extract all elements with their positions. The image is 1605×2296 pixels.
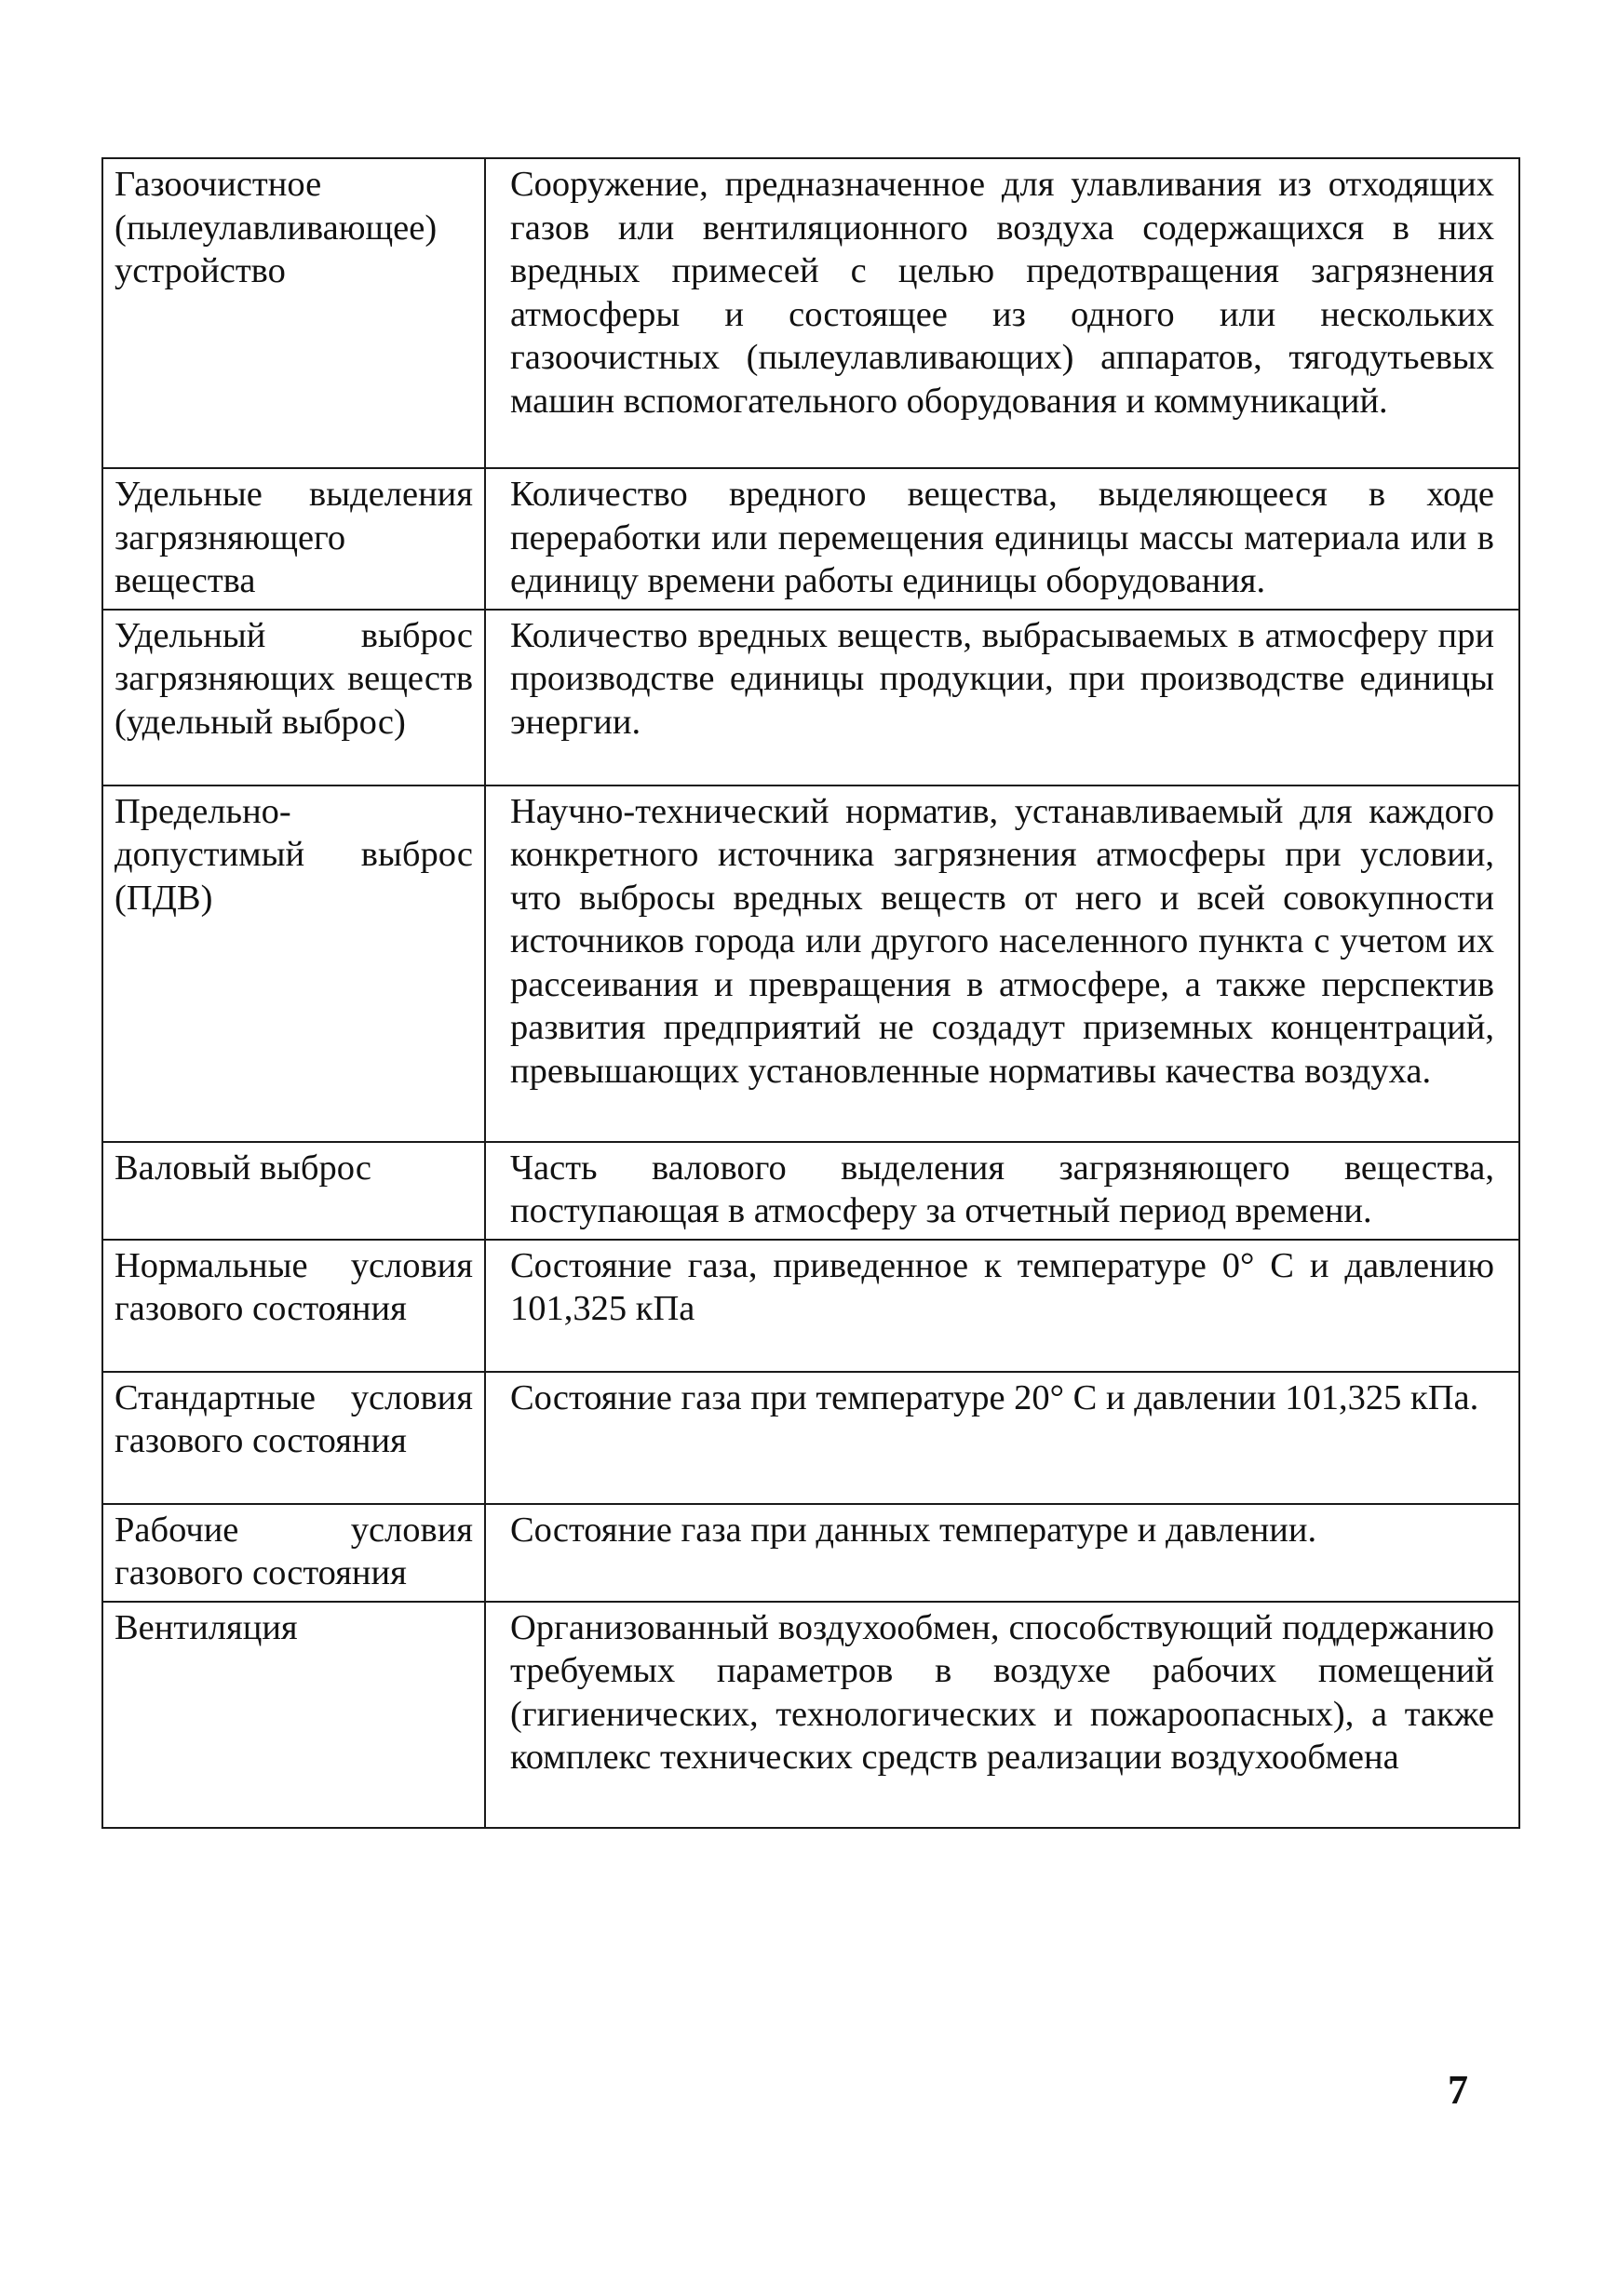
definition-cell: Количество вредных веществ, выбрасываемых в атмосферу при производстве единицы продукции, при производстве единицы энергии.	[485, 610, 1519, 785]
term-cell: Нормальные условия газового состояния	[102, 1240, 485, 1372]
table-row	[102, 785, 1519, 1142]
definition-cell: Состояние газа при температуре 20° С и давлении 101,325 кПа.	[485, 1372, 1519, 1504]
table-row	[102, 1240, 1519, 1372]
term-cell: Валовый выброс	[102, 1142, 485, 1240]
table-row	[102, 158, 1519, 468]
definition-cell: Научно-технический норматив, устанавливаемый для каждого конкретного источника загрязнения атмосферы при условии, что выбросы вредных веществ от него и всей совокупности источников города или другого населенного пункта с учетом их рассеивания и превращения в атмосфере, а также перспектив развития предприятий не создадут приземных концентраций, превышающих установленные нормативы качества воздуха.	[485, 785, 1519, 1142]
term-cell: Рабочие условия газового состояния	[102, 1504, 485, 1602]
term-cell: Вентиляция	[102, 1602, 485, 1828]
table-row	[102, 468, 1519, 610]
definition-cell: Часть валового выделения загрязняющего вещества, поступающая в атмосферу за отчетный период времени.	[485, 1142, 1519, 1240]
table-row	[102, 1504, 1519, 1602]
term-cell: Предельно-допустимый выброс (ПДВ)	[102, 785, 485, 1142]
terms-definitions-table	[101, 157, 1520, 1829]
definition-cell: Сооружение, предназначенное для улавливания из отходящих газов или вентиляционного воздуха содержащихся в них вредных примесей с целью предотвращения загрязнения атмосферы и состоящее из одного или нескольких газоочистных (пылеулавливающих) аппаратов, тягодутьевых машин вспомогательного оборудования и коммуникаций.	[485, 158, 1519, 468]
table-row	[102, 1142, 1519, 1240]
term-cell: Стандартные условия газового состояния	[102, 1372, 485, 1504]
term-cell: Удельные выделения загрязняющего вещества	[102, 468, 485, 610]
definition-cell: Организованный воздухообмен, способствующий поддержанию требуемых параметров в воздухе рабочих помещений (гигиенических, технологических и пожароопасных), а также комплекс технических средств реализации воздухообмена	[485, 1602, 1519, 1828]
table-row	[102, 1602, 1519, 1828]
page-number: 7	[1448, 2067, 1468, 2113]
table-row	[102, 610, 1519, 785]
term-cell: Газоочистное (пылеулавливающее) устройство	[102, 158, 485, 468]
definition-cell: Состояние газа при данных температуре и давлении.	[485, 1504, 1519, 1602]
term-cell: Удельный выброс загрязняющих веществ (удельный выброс)	[102, 610, 485, 785]
table-row	[102, 1372, 1519, 1504]
definition-cell: Состояние газа, приведенное к температуре 0° С и давлению 101,325 кПа	[485, 1240, 1519, 1372]
definition-cell: Количество вредного вещества, выделяющееся в ходе переработки или перемещения единицы массы материала или в единицу времени работы единицы оборудования.	[485, 468, 1519, 610]
